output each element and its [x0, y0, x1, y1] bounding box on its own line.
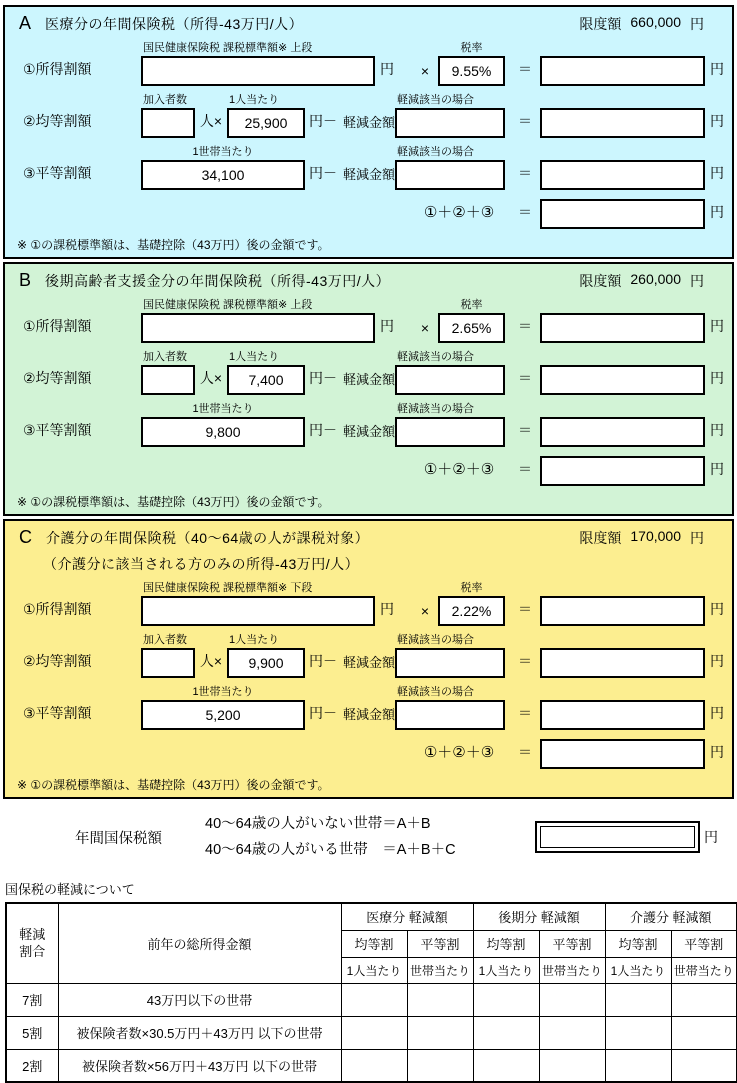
per-household-subheader: 平等割: [539, 930, 605, 957]
section-title: 医療分の年間保険税（所得-43万円/人）: [45, 16, 304, 32]
per-capita-subheader: 均等割: [473, 930, 539, 957]
amount-cell[interactable]: [407, 1016, 473, 1049]
sum-label: ①＋②＋③: [423, 744, 495, 761]
b-per-household-value: 9,800: [141, 417, 305, 447]
equals-sign: ＝: [518, 744, 532, 760]
yen-label: 円: [380, 318, 394, 334]
equals-sign: ＝: [518, 461, 532, 477]
reduction-case-label: 軽減該当の場合: [397, 634, 474, 646]
per-capita-row: [5, 350, 732, 395]
a-per-capita-reduction-input-box[interactable]: [395, 108, 505, 138]
b-per-capita-reduction-input-box[interactable]: [395, 365, 505, 395]
ratio-cell: 5割: [6, 1016, 58, 1049]
yen-label: 円: [710, 601, 724, 617]
yen-label: 円: [690, 16, 704, 32]
section-c-nursing-care: [3, 519, 734, 799]
per-household-label: 1世帯当たり: [192, 686, 254, 698]
sum-row: [5, 739, 732, 769]
a-per-household-value: 34,100: [141, 160, 305, 190]
section-a-medical: [3, 5, 734, 259]
per-household-label: 1世帯当たり: [192, 146, 254, 158]
ratio-cell: 7割: [6, 983, 58, 1016]
section-letter: B: [19, 270, 32, 290]
limit-label: 限度額: [579, 273, 622, 289]
c-taxable-base-input-box[interactable]: [141, 596, 375, 626]
yen-minus-label: 円－: [309, 653, 337, 669]
per-household-row: [5, 402, 732, 447]
amount-cell[interactable]: [671, 1049, 737, 1082]
section-title: 介護分の年間保険税（40〜64歳の人が課税対象）: [46, 530, 370, 546]
b-per-household-reduction-input-box[interactable]: [395, 417, 505, 447]
per-person-label: 1人当たり: [229, 634, 280, 646]
amount-cell[interactable]: [539, 1049, 605, 1082]
yen-label: 円: [710, 744, 724, 760]
b-income-result-input-box[interactable]: [540, 313, 705, 343]
annual-formula-lines: [205, 811, 535, 863]
a-members-input-box[interactable]: [141, 108, 195, 138]
reduction-table: [5, 902, 737, 1083]
per-capita-subheader: 均等割: [341, 930, 407, 957]
reduction-case-label: 軽減該当の場合: [397, 94, 474, 106]
per-household-row: [5, 145, 732, 190]
yen-label: 円: [380, 61, 394, 77]
amount-cell[interactable]: [473, 983, 539, 1016]
annual-total-label: 年間国保税額: [75, 830, 162, 847]
per-person-unit-header: 1人当たり: [341, 957, 407, 983]
amount-cell[interactable]: [539, 983, 605, 1016]
c-members-input-box[interactable]: [141, 648, 195, 678]
per-capita-subheader: 均等割: [605, 930, 671, 957]
per-person-label: 1人当たり: [229, 351, 280, 363]
c-income-result-input-box[interactable]: [540, 596, 705, 626]
yen-label: 円: [690, 273, 704, 289]
b-taxable-base-input-box[interactable]: [141, 313, 375, 343]
members-label: 加入者数: [143, 94, 187, 106]
a-per-household-reduction-input-box[interactable]: [395, 160, 505, 190]
sum-label: ①＋②＋③: [423, 461, 495, 478]
reduction-label: 軽減金額: [343, 372, 396, 387]
reduction-label: 軽減金額: [343, 167, 396, 182]
c-per-household-value: 5,200: [141, 700, 305, 730]
a-total-result-input-box[interactable]: [540, 199, 705, 229]
rate-label: 税率: [460, 582, 483, 594]
equals-sign: ＝: [518, 653, 532, 669]
c-per-person-value: 9,900: [227, 648, 305, 678]
c-total-result-input-box[interactable]: [540, 739, 705, 769]
b-per-household-result-input-box[interactable]: [540, 417, 705, 447]
limit-amount: 260,000: [630, 271, 681, 287]
per-capita-row-label: ②均等割額: [23, 113, 92, 129]
amount-cell[interactable]: [539, 1016, 605, 1049]
per-person-unit-header: 1人当たり: [605, 957, 671, 983]
per-capita-row-label: ②均等割額: [23, 370, 92, 386]
section-b-header: [5, 268, 732, 291]
annual-total-block: [0, 811, 737, 863]
elderly-reduction-group-header: 後期分 軽減額: [473, 903, 605, 930]
yen-label: 円: [710, 370, 724, 386]
per-household-row-label: ③平等割額: [23, 422, 92, 438]
table-row-20pct: [6, 1049, 737, 1082]
reduction-label: 軽減金額: [343, 655, 396, 670]
equals-sign: ＝: [518, 113, 532, 129]
amount-cell[interactable]: [341, 1049, 407, 1082]
income-threshold-cell: 被保険者数×56万円＋43万円 以下の世帯: [58, 1049, 341, 1082]
per-household-unit-header: 世帯当たり: [671, 957, 737, 983]
annual-formula-with-care: 40〜64歳の人がいる世帯 ＝A＋B＋C: [205, 842, 456, 858]
per-household-unit-header: 世帯当たり: [407, 957, 473, 983]
limit-group: [579, 528, 704, 548]
person-times-label: 人×: [199, 113, 223, 129]
sum-row: [5, 456, 732, 486]
amount-cell[interactable]: [407, 1049, 473, 1082]
income-row-label: ①所得割額: [23, 601, 92, 617]
section-footnote: ※ ①の課税標準額は、基礎控除（43万円）後の金額です。: [17, 495, 330, 509]
table-row-50pct: [6, 1016, 737, 1049]
yen-label: 円: [710, 705, 724, 721]
section-title: 後期高齢者支援金分の年間保険税（所得-43万円/人）: [45, 273, 391, 289]
annual-formula-no-care: 40〜64歳の人がいない世帯＝A＋B: [205, 816, 431, 832]
c-per-household-result-input-box[interactable]: [540, 700, 705, 730]
amount-cell[interactable]: [671, 983, 737, 1016]
amount-cell[interactable]: [605, 1049, 671, 1082]
section-letter: A: [19, 13, 32, 33]
limit-group: [579, 271, 704, 291]
per-capita-row: [5, 93, 732, 138]
a-per-person-value: 25,900: [227, 108, 305, 138]
reduction-label: 軽減金額: [343, 424, 396, 439]
reduction-case-label: 軽減該当の場合: [397, 146, 474, 158]
section-subtitle: （介護分に該当される方のみの所得-43万円/人）: [43, 556, 360, 572]
multiply-sign: ×: [420, 63, 430, 79]
section-b-elderly-support: [3, 262, 734, 516]
income-row: [5, 41, 732, 86]
equals-sign: ＝: [518, 601, 532, 617]
income-row: [5, 298, 732, 343]
care-reduction-group-header: 介護分 軽減額: [605, 903, 737, 930]
yen-label: 円: [710, 318, 724, 334]
sum-label: ①＋②＋③: [423, 204, 495, 221]
person-times-label: 人×: [199, 653, 223, 669]
reduction-label: 軽減金額: [343, 115, 396, 130]
rate-label: 税率: [460, 42, 483, 54]
a-per-household-result-input-box[interactable]: [540, 160, 705, 190]
yen-label: 円: [704, 829, 718, 845]
amount-cell[interactable]: [341, 1016, 407, 1049]
yen-label: 円: [710, 113, 724, 129]
per-household-unit-header: 世帯当たり: [539, 957, 605, 983]
amount-cell[interactable]: [671, 1016, 737, 1049]
per-person-unit-header: 1人当たり: [473, 957, 539, 983]
equals-sign: ＝: [518, 318, 532, 334]
yen-label: 円: [690, 530, 704, 546]
limit-label: 限度額: [579, 16, 622, 32]
per-person-label: 1人当たり: [229, 94, 280, 106]
table-row-70pct: [6, 983, 737, 1016]
limit-label: 限度額: [579, 530, 622, 546]
equals-sign: ＝: [518, 705, 532, 721]
sum-row: [5, 199, 732, 229]
yen-label: 円: [710, 165, 724, 181]
yen-label: 円: [710, 422, 724, 438]
limit-amount: 660,000: [630, 14, 681, 30]
equals-sign: ＝: [518, 61, 532, 77]
members-label: 加入者数: [143, 634, 187, 646]
a-per-capita-result-input-box[interactable]: [540, 108, 705, 138]
limit-group: [579, 14, 704, 34]
reduction-case-label: 軽減該当の場合: [397, 351, 474, 363]
c-per-capita-reduction-input-box[interactable]: [395, 648, 505, 678]
amount-cell[interactable]: [473, 1016, 539, 1049]
section-footnote: ※ ①の課税標準額は、基礎控除（43万円）後の金額です。: [17, 238, 330, 252]
amount-cell[interactable]: [341, 983, 407, 1016]
income-threshold-cell: 被保険者数×30.5万円＋43万円 以下の世帯: [58, 1016, 341, 1049]
a-rate-value: 9.55%: [438, 56, 505, 86]
amount-cell[interactable]: [407, 983, 473, 1016]
b-per-capita-result-input-box[interactable]: [540, 365, 705, 395]
income-row-label: ①所得割額: [23, 318, 92, 334]
equals-sign: ＝: [518, 370, 532, 386]
multiply-sign: ×: [420, 320, 430, 336]
b-per-person-value: 7,400: [227, 365, 305, 395]
taxable-base-label: 国民健康保険税 課税標準額※ 下段: [143, 582, 313, 594]
amount-cell[interactable]: [605, 983, 671, 1016]
yen-label: 円: [380, 601, 394, 617]
rate-label: 税率: [460, 299, 483, 311]
per-capita-row: [5, 633, 732, 678]
person-times-label: 人×: [199, 370, 223, 386]
yen-label: 円: [710, 653, 724, 669]
section-footnote: ※ ①の課税標準額は、基礎控除（43万円）後の金額です。: [17, 778, 330, 792]
amount-cell[interactable]: [473, 1049, 539, 1082]
per-household-label: 1世帯当たり: [192, 403, 254, 415]
c-rate-value: 2.22%: [438, 596, 505, 626]
yen-minus-label: 円－: [309, 705, 337, 721]
income-threshold-cell: 43万円以下の世帯: [58, 983, 341, 1016]
equals-sign: ＝: [518, 165, 532, 181]
reduction-table-title: 国保税の軽減について: [5, 882, 135, 897]
yen-label: 円: [710, 204, 724, 220]
yen-minus-label: 円－: [309, 113, 337, 129]
b-total-result-input-box[interactable]: [540, 456, 705, 486]
ratio-cell: 2割: [6, 1049, 58, 1082]
equals-sign: ＝: [518, 422, 532, 438]
yen-label: 円: [710, 61, 724, 77]
b-rate-value: 2.65%: [438, 313, 505, 343]
section-letter: C: [19, 527, 32, 547]
per-household-row-label: ③平等割額: [23, 705, 92, 721]
per-household-row: [5, 685, 732, 730]
per-household-subheader: 平等割: [407, 930, 473, 957]
reduction-case-label: 軽減該当の場合: [397, 686, 474, 698]
income-column-header: 前年の総所得金額: [58, 903, 341, 983]
per-capita-row-label: ②均等割額: [23, 653, 92, 669]
reduction-case-label: 軽減該当の場合: [397, 403, 474, 415]
yen-minus-label: 円－: [309, 370, 337, 386]
annual-total-input-box[interactable]: [540, 826, 695, 848]
b-members-input-box[interactable]: [141, 365, 195, 395]
taxable-base-label: 国民健康保険税 課税標準額※ 上段: [143, 299, 313, 311]
income-row-label: ①所得割額: [23, 61, 92, 77]
c-per-capita-result-input-box[interactable]: [540, 648, 705, 678]
a-income-result-input-box[interactable]: [540, 56, 705, 86]
income-row: [5, 581, 732, 626]
members-label: 加入者数: [143, 351, 187, 363]
section-c-header: [5, 525, 732, 548]
taxable-base-label: 国民健康保険税 課税標準額※ 上段: [143, 42, 313, 54]
annual-total-double-box: [535, 821, 700, 853]
multiply-sign: ×: [420, 603, 430, 619]
per-household-row-label: ③平等割額: [23, 165, 92, 181]
section-a-header: [5, 11, 732, 34]
per-household-subheader: 平等割: [671, 930, 737, 957]
amount-cell[interactable]: [605, 1016, 671, 1049]
yen-minus-label: 円－: [309, 165, 337, 181]
ratio-column-header: 軽減割合: [6, 903, 58, 983]
c-per-household-reduction-input-box[interactable]: [395, 700, 505, 730]
reduction-label: 軽減金額: [343, 707, 396, 722]
limit-amount: 170,000: [630, 528, 681, 544]
equals-sign: ＝: [518, 204, 532, 220]
a-taxable-base-input-box[interactable]: [141, 56, 375, 86]
yen-label: 円: [710, 461, 724, 477]
yen-minus-label: 円－: [309, 422, 337, 438]
medical-reduction-group-header: 医療分 軽減額: [341, 903, 473, 930]
